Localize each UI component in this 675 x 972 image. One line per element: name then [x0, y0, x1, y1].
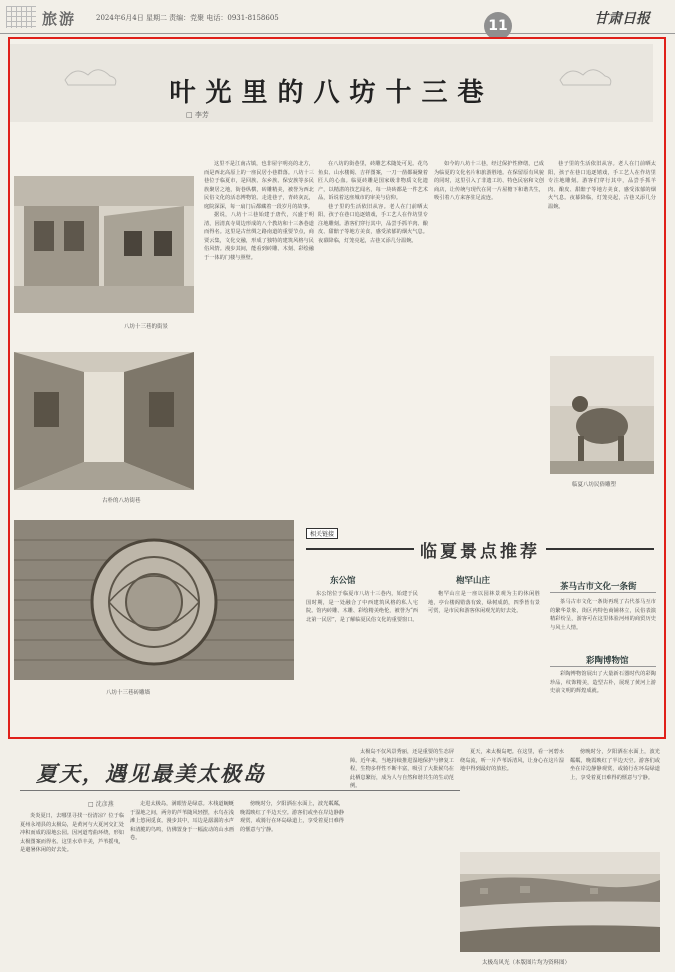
rec-item-text: [428, 590, 540, 700]
paragraph: 傍晚时分，夕阳洒在水面上，波光粼粼，晚霞映红了半边天空。游客们或坐在岸边静静观赏，或骑行在环岛绿道上，享受着夏日难得的惬意与宁静。: [570, 749, 660, 781]
photo2-caption: 古朴的八坊街巷: [102, 498, 141, 504]
photo-brick-carving: [14, 520, 294, 680]
issue-meta: 2024年6月4日 星期二 责编：党聚 电话：0931-8158605: [96, 14, 279, 22]
rec-item-rule: [550, 666, 656, 667]
rec-title-rule-right: [546, 548, 654, 550]
paragraph: 彩陶博物馆展出了大量新石器时代的彩陶珍品，纹饰精美，造型古朴，展现了黄河上游史前文明的辉煌成就。: [550, 671, 656, 694]
paragraph: 炎炎夏日，去哪里寻找一份清凉？位于临夏州永靖县的太极岛，是黄河与大夏河交汇处冲积而成的湿地公园。因河道弯曲环绕，形如太极图案而得名。这里水草丰美，芦苇摇曳，是避暑休闲的好去处。: [20, 813, 124, 853]
rec-item-text: [550, 670, 656, 730]
rec-item-text: [550, 598, 656, 650]
bottom-column-2: [130, 800, 234, 962]
feature-column-2: [318, 160, 428, 512]
rec-item-text: [306, 590, 418, 700]
feature-column-3: [434, 160, 544, 512]
feature-title: 叶光里的八坊十三巷: [169, 78, 494, 108]
paragraph: 这里不是江南古镇，也非屋宇明亮的北方，而是西北高原上的一座民居小巷群落。八坊十三巷位于临夏市，是回族、东乡族、保安族等多民族聚居之地，街巷纵横，砖雕精美，被誉为西北民俗文化的活态博物馆。走进巷子，青砖灰瓦，庭院深深，每一扇门后都藏着一段岁月的故事。: [204, 161, 314, 210]
rec-item-rule: [550, 592, 656, 593]
rec-item-title: 茶马古市文化一条街: [560, 582, 637, 592]
bottom-column-6: [570, 748, 660, 848]
paragraph: 夏天，来太极岛吧。在这里，看一河碧水绕岛流，听一片芦苇诉清风，让身心在这片湿地中得到最好的放松。: [460, 749, 564, 772]
paragraph: 茶马古市文化一条街再现了古代茶马互市的繁华景象，街区内特色商铺林立，民俗表演精彩纷呈，游客可在这里体验河州的商贸历史与风土人情。: [550, 599, 656, 631]
feature-column-1: [204, 160, 314, 512]
cloud-ornament-right: [555, 60, 615, 90]
bottom-title: 夏天，遇见最美太极岛: [36, 761, 266, 786]
photo3-caption: 八坊十三巷砖雕墙: [106, 690, 151, 696]
rec-item-title: 彩陶博物馆: [586, 656, 629, 666]
related-links-tag: 相关链接: [306, 528, 338, 539]
paragraph: 巷子里的生活依旧从容。老人在门前晒太阳，孩子在巷口追逐嬉戏，手工艺人在作坊里专注地雕刻。游客们穿行其中，品尝手抓羊肉、酿皮、甜醅子等地方美食，感受浓郁的烟火气息。夜幕降临，灯笼亮起，古巷又添几分温婉。: [548, 161, 656, 210]
paragraph: 枹罕山庄是一座以园林景观为主的休闲胜地，亭台楼阁错落有致，绿树成荫，四季皆有景可赏，是市民和游客休闲观光的好去处。: [428, 591, 540, 614]
bottom-column-1: [20, 812, 124, 962]
grid-decoration: [6, 6, 36, 28]
bottom-column-4: [350, 748, 454, 962]
photo-alley: [14, 352, 194, 490]
feature-column-4: [548, 160, 656, 350]
paragraph: 走进太极岛，满眼皆是绿意。木栈道蜿蜒于湿地之间，两旁的芦苇随风轻摆，水鸟在浅滩上悠闲觅食。漫步其中，耳边是潺潺的水声和清脆的鸟鸣，仿佛置身于一幅流动的山水画卷。: [130, 801, 234, 841]
cloud-ornament-left: [60, 60, 120, 90]
bottom-byline: □ 沈彦燕: [88, 801, 114, 808]
photo-statue: [550, 356, 654, 474]
section-name: 旅游: [42, 10, 77, 28]
rec-item-title: 东公馆: [330, 576, 356, 586]
paragraph: 在八坊的街巷里，砖雕艺术随处可见。花鸟鱼虫、山水楼阁、吉祥图案，一刀一凿都凝聚着匠人的心血。临夏砖雕是国家级非物质文化遗产，以精湛的技艺闻名，每一块砖都是一件艺术品，诉说着这座城市的审美与信仰。: [318, 161, 428, 201]
rec-title-rule-left: [306, 548, 414, 550]
paragraph: 巷子里的生活依旧从容。老人在门前晒太阳，孩子在巷口追逐嬉戏，手工艺人在作坊里专注地雕刻。游客们穿行其中，品尝手抓羊肉、酿皮、甜醅子等地方美食，感受浓郁的烟火气息。夜幕降临，灯笼亮起，古巷又添几分温婉。: [318, 203, 428, 244]
page-number: 11: [484, 12, 512, 40]
recommendations-title: 临夏景点推荐: [420, 542, 540, 562]
masthead: [0, 0, 675, 34]
paragraph: 如今的八坊十三巷，经过保护性修缮，已成为临夏的文化名片和旅游胜地。在保留原有风貌的同时，这里引入了非遗工坊、特色民宿和文创商店，让传统与现代在同一片屋檐下和谐共生，吸引着八方来客驻足流连。: [434, 161, 544, 201]
photo4-caption: 临夏八坊民俗雕塑: [572, 482, 617, 488]
paragraph: 据说，八坊十三巷始建于唐代，兴盛于明清，因清真寺周边形成的八个教坊和十三条巷道而得名。这里是古丝绸之路南道的重要节点，商贾云集，文化交融，形成了独特的建筑风格与民俗风情。漫步其间，能看到砖雕、木刻、彩绘融于一体的门楼与照壁。: [204, 212, 314, 261]
rec-item-title: 枹罕山庄: [456, 576, 491, 586]
photo-taiji-island: [460, 852, 660, 952]
bottom-column-3: [240, 800, 344, 962]
photo-street-gate: [14, 176, 194, 313]
feature-byline: □ 李芳: [186, 111, 209, 119]
paragraph: 东公馆位于临夏市八坊十三巷内，始建于民国时期，是一处融合了中西建筑风格的私人宅院。馆内砖雕、木雕、彩绘精美绝伦，被誉为“西北第一民居”，是了解临夏民俗文化的重要窗口。: [306, 591, 418, 623]
paragraph: 太极岛不仅风景秀丽，还是重要的生态屏障。近年来，当地持续推进湿地保护与修复工程，生物多样性不断丰富，吸引了大批候鸟在此栖息繁衍，成为人与自然和谐共生的生动范例。: [350, 749, 454, 789]
paragraph: 傍晚时分，夕阳洒在水面上，波光粼粼，晚霞映红了半边天空。游客们或坐在岸边静静观赏，或骑行在环岛绿道上，享受着夏日难得的惬意与宁静。: [240, 801, 344, 833]
paper-name: 甘肃日报: [594, 11, 650, 27]
bottom-photo-caption: 太极岛风光（本版图片均为资料图）: [482, 960, 571, 966]
bottom-column-5: [460, 748, 564, 848]
photo1-caption: 八坊十三巷的街景: [124, 324, 169, 330]
